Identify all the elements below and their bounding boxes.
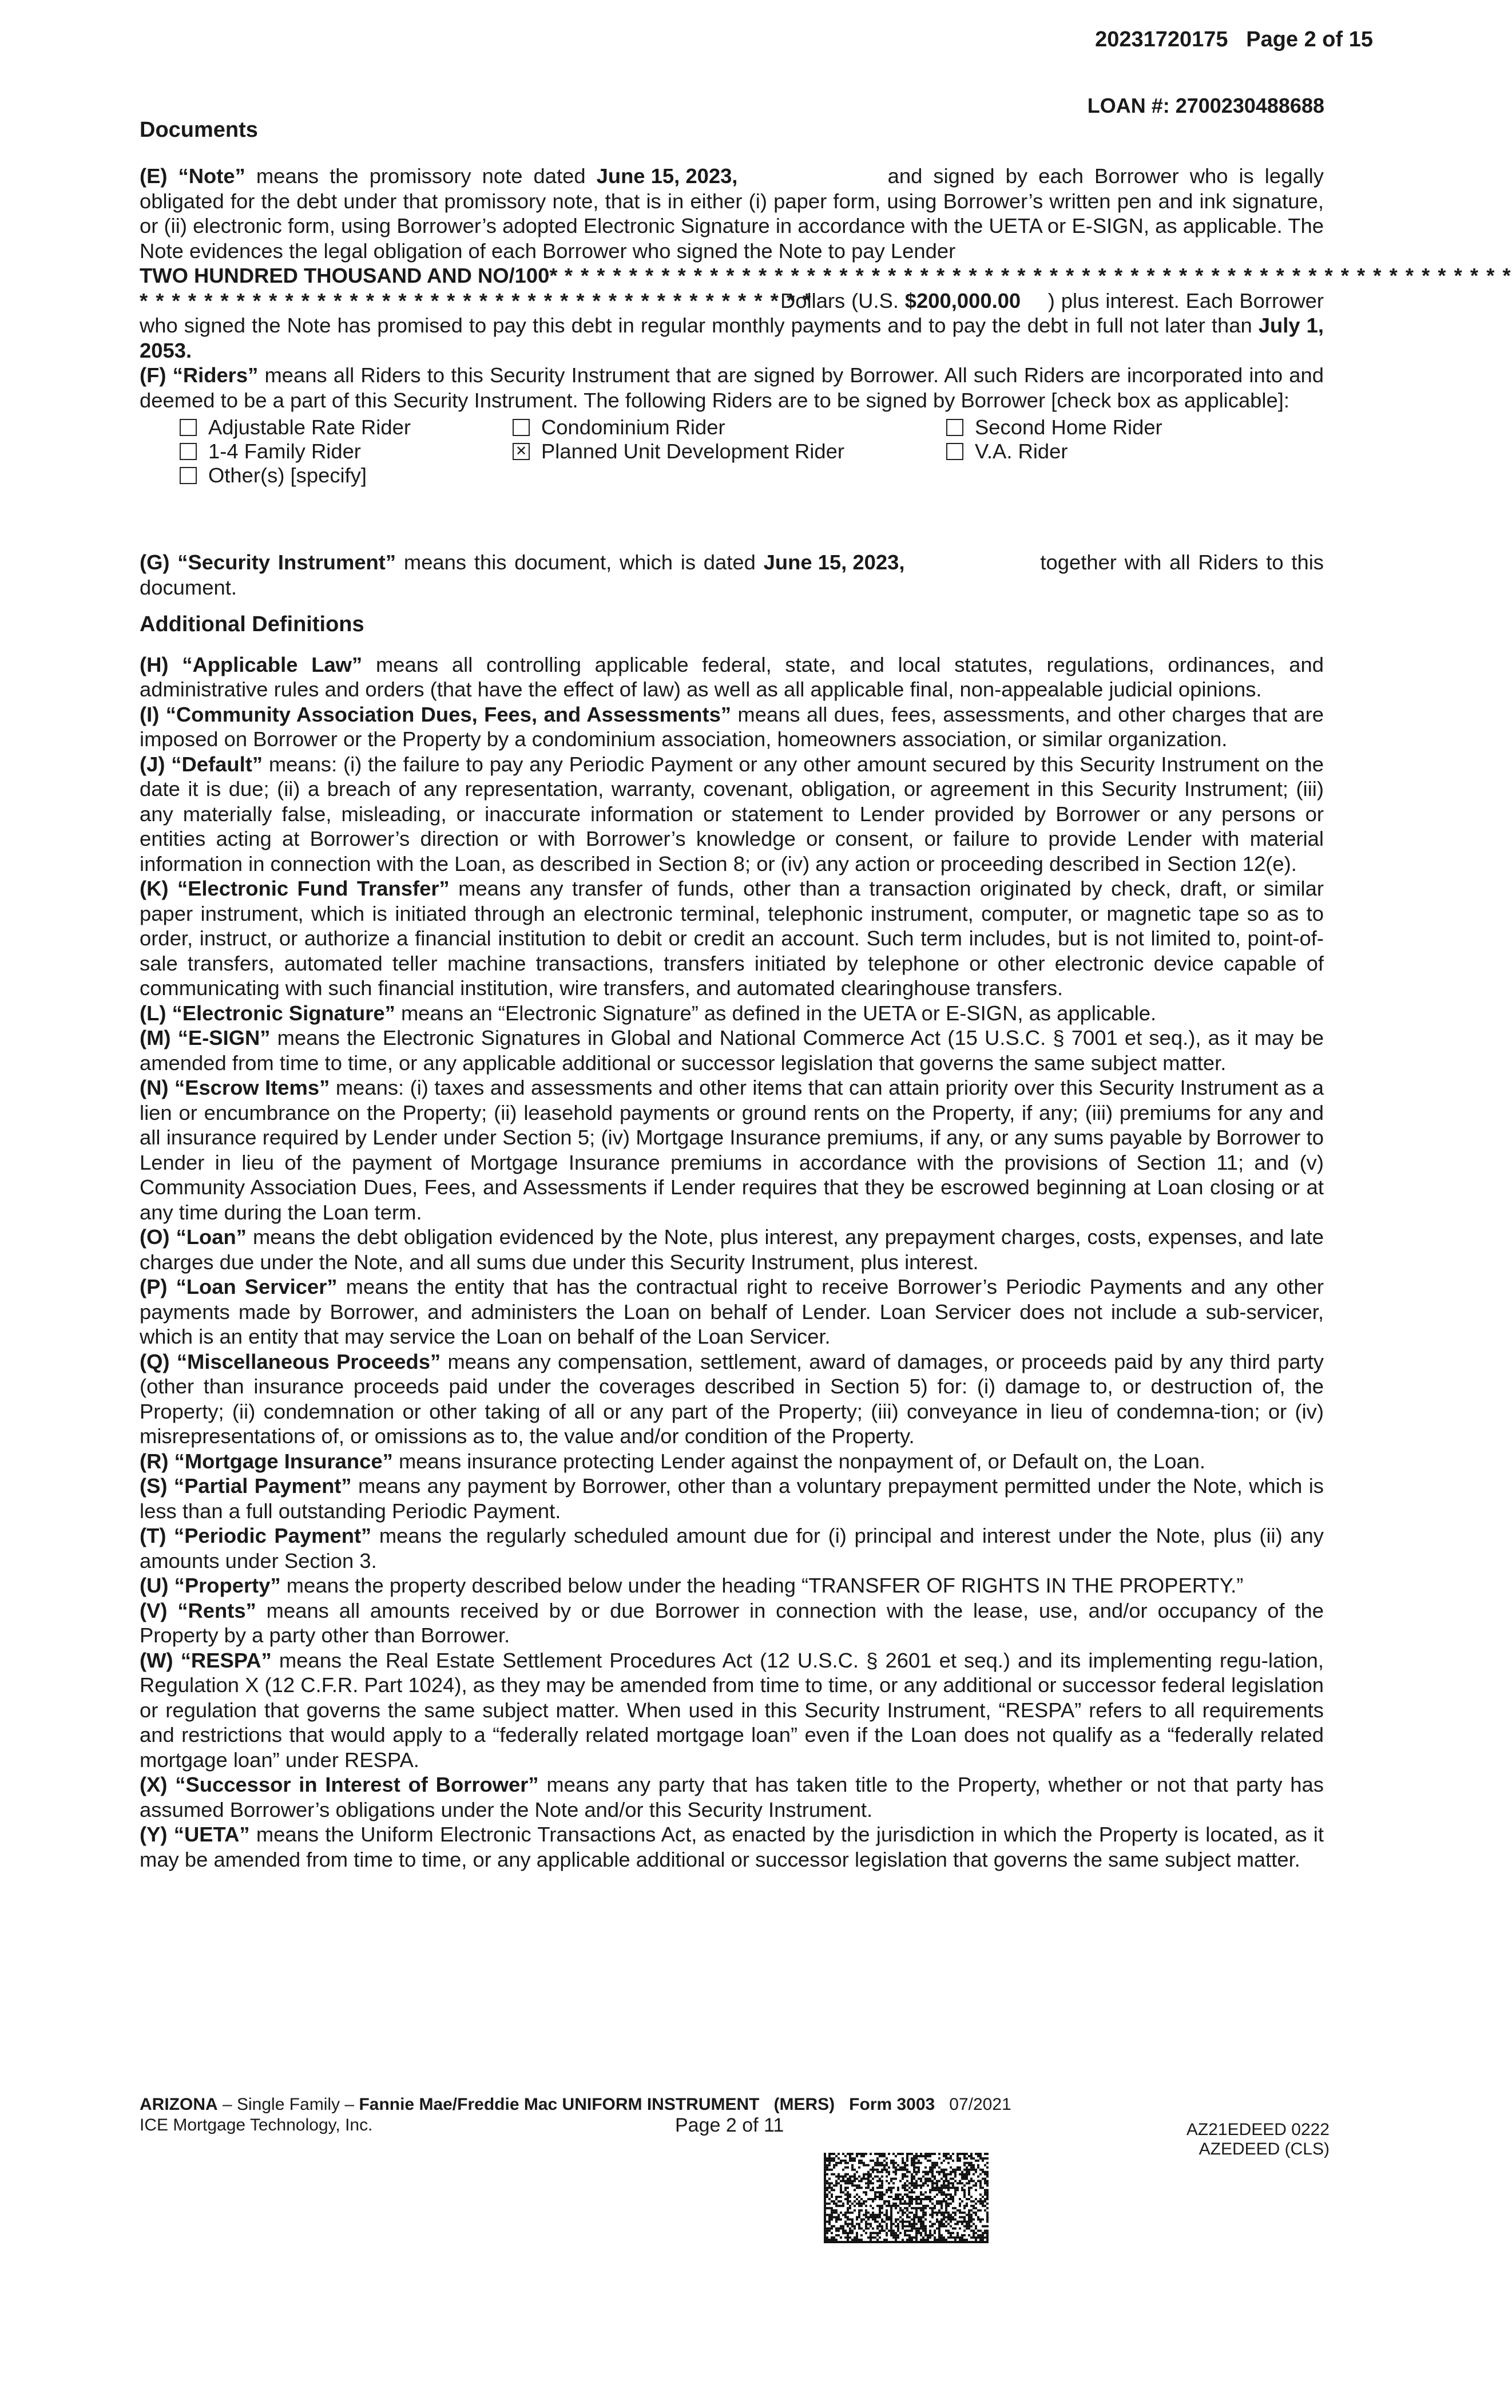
term-label: (N) “Escrow Items”	[140, 1076, 330, 1099]
page-footer: ARIZONA – Single Family – Fannie Mae/Freddie Mac UNIFORM INSTRUMENT (MERS) Form 3003 07/2021 ICE Mortgage Technology, Inc. Page 2 of 11 AZ21EDEED 0222 AZEDEED (CLS)	[140, 2095, 1330, 2159]
footer-form-date: 07/2021	[949, 2095, 1011, 2114]
footer-form-code-2: AZEDEED (CLS)	[1199, 2140, 1330, 2159]
page-indicator: Page 2 of 15	[1246, 27, 1373, 52]
definition-item	[140, 1648, 1324, 1773]
checkbox[interactable]	[513, 419, 530, 436]
checkbox[interactable]	[946, 419, 963, 436]
term-text: means all controlling applicable federal, state, and local statutes, regulations, ordinances, and administrative rules and orders (that have the effect of law) as well as all applicable final, non-appealable judicial opinions.	[140, 652, 1324, 701]
term-label: (O) “Loan”	[140, 1225, 247, 1249]
footer-form-code: AZ21EDEED 0222	[1186, 2120, 1330, 2139]
section-title-documents: Documents	[140, 118, 258, 142]
term-label: (W) “RESPA”	[140, 1648, 272, 1672]
checkbox[interactable]	[180, 419, 197, 436]
stars-line: * * * * * * * * * * * * * * * * * * * * * * * * * * * * * * * * * * * * * * * * * *	[140, 288, 812, 312]
term-text: means: (i) taxes and assessments and other items that can attain priority over this Security Instrument as a lien or encumbrance on the Property; (ii) leasehold payments or ground rents on the Property, if any; (iii) premiums for any and all insurance required by Lender under Section 5; (iv) Mortgage Insurance premiums, if any, or any sums payable by Borrower to Lender in lieu of the payment of Mortgage Insurance premiums in accordance with the provisions of Section 11; and (v) Community Association Dues, Fees, and Assessments if Lender requires that they be escrowed beginning at Loan closing or at any time during the Loan term.	[140, 1076, 1324, 1224]
note-date: June 15, 2023,	[596, 164, 738, 188]
term-text: means the Electronic Signatures in Global and National Commerce Act (15 U.S.C. § 7001 et seq.), as it may be amended from time to time, or any applicable additional or successor legislation that governs the same subject matter.	[140, 1026, 1324, 1075]
term-label: (I) “Community Association Dues, Fees, and Assessments”	[140, 702, 732, 726]
footer-state: ARIZONA	[140, 2095, 218, 2114]
section-title-additional-definitions: Additional Definitions	[140, 612, 364, 636]
term-text: means the Uniform Electronic Transactions Act, as enacted by the jurisdiction in which the Property is located, as it may be amended from time to time, or any applicable additional or successor legislation that governs the same subject matter.	[140, 1823, 1324, 1871]
term-text: means any compensation, settlement, award of damages, or proceeds paid by any third party (other than insurance proceeds paid under the coverages described in Section 5) for: (i) damage to, or destruction of, the Property; (ii) condemnation or other taking of all or any part of the Property; (iii) conveyance in lieu of condemna-tion; or (iv) misrepresentations of, or omissions as to, the value and/or condition of the Property.	[140, 1349, 1324, 1448]
checkbox[interactable]	[180, 467, 197, 484]
term-text: means insurance protecting Lender against the nonpayment of, or Default on, the Loan.	[398, 1449, 1205, 1473]
definition-item	[140, 1075, 1324, 1225]
term-text: means the entity that has the contractual right to receive Borrower’s Periodic Payments and any other payments made by Borrower, and administers the Loan on behalf of Lender. Loan Servicer does not include a sub-servicer, which is an entity that may service the Loan on behalf of the Loan Servicer.	[140, 1275, 1324, 1348]
security-date: June 15, 2023,	[763, 550, 905, 574]
term-label: (R) “Mortgage Insurance”	[140, 1449, 393, 1473]
note-amount: $200,000.00	[904, 288, 1021, 312]
definition-item	[140, 876, 1324, 1001]
definition-item	[140, 1449, 1324, 1474]
term-label: (X) “Successor in Interest of Borrower”	[140, 1773, 539, 1796]
rider-option-adjustable-rate[interactable]: Adjustable Rate Rider	[180, 415, 411, 440]
checkbox[interactable]	[180, 443, 197, 460]
amount-words-line: TWO HUNDRED THOUSAND AND NO/100* * * * * * * * * * * * * * * * * * * * * * * * * * * * * * * * * * * * * * * * * * * * * * * * * * * * * * * * * * * *	[140, 264, 1512, 287]
rider-option-va[interactable]: V.A. Rider	[946, 439, 1068, 464]
checkbox[interactable]	[946, 443, 963, 460]
definition-item	[140, 702, 1324, 752]
barcode-image	[824, 2153, 989, 2243]
definition-riders: (F) “Riders” means all Riders to this Security Instrument that are signed by Borrower. All such Riders are incorporated into and deemed to be a part of this Security Instrument. The following Riders are to be signed by Borrower [check box as applicable]:	[140, 363, 1324, 412]
term-text: means any payment by Borrower, other than a voluntary prepayment permitted under the Note, which is less than a full outstanding Periodic Payment.	[140, 1474, 1324, 1523]
footer-form: Fannie Mae/Freddie Mac UNIFORM INSTRUMENT (MERS) Form 3003	[359, 2095, 935, 2114]
definition-item	[140, 1822, 1324, 1872]
term-label: (Y) “UETA”	[140, 1823, 250, 1846]
term-label: (E) “Note”	[140, 164, 245, 188]
term-text: means an “Electronic Signature” as defined in the UETA or E-SIGN, as applicable.	[400, 1001, 1157, 1025]
rider-option-planned-unit-development[interactable]: ✕ Planned Unit Development Rider	[513, 439, 844, 464]
definition-item	[140, 1225, 1324, 1274]
definition-item	[140, 1025, 1324, 1075]
term-text: means the regularly scheduled amount due for (i) principal and interest under the Note, plus (ii) any amounts under Section 3.	[140, 1524, 1324, 1573]
maturity-date: July 1, 2053.	[140, 314, 1324, 362]
term-label: (T) “Periodic Payment”	[140, 1524, 372, 1547]
footer-page: Page 2 of 11	[675, 2114, 784, 2136]
rider-option-second-home[interactable]: Second Home Rider	[946, 415, 1162, 440]
term-text: means the property described below under the heading “TRANSFER OF RIGHTS IN THE PROPERTY.”	[286, 1574, 1244, 1597]
definition-item	[140, 1001, 1324, 1026]
loan-number: LOAN #: 2700230488688	[1087, 94, 1324, 117]
term-text: means the Real Estate Settlement Procedures Act (12 U.S.C. § 2601 et seq.) and its implementing regu-lation, Regulation X (12 C.F.R. Part 1024), as they may be amended from time to time, or any additional or successor federal legislation or regulation that governs the same subject matter. When used in this Security Instrument, “RESPA” refers to all requirements and restrictions that would apply to a “federally related mortgage loan” even if the Loan does not qualify as a “federally related mortgage loan” under RESPA.	[140, 1648, 1324, 1772]
term-text: means all dues, fees, assessments, and other charges that are imposed on Borrower or the Property by a condominium association, homeowners association, or similar organization.	[140, 702, 1324, 751]
definitions-list	[140, 652, 1324, 1872]
term-label: (U) “Property”	[140, 1574, 281, 1597]
definition-item	[140, 1274, 1324, 1349]
definition-item	[140, 652, 1324, 702]
definition-item	[140, 752, 1324, 877]
term-label: (Q) “Miscellaneous Proceeds”	[140, 1349, 441, 1373]
definition-item	[140, 1474, 1324, 1523]
term-label: (J) “Default”	[140, 752, 263, 776]
rider-option-others[interactable]: Other(s) [specify]	[180, 463, 367, 488]
definition-item	[140, 1772, 1324, 1822]
rider-option-1-4-family[interactable]: 1-4 Family Rider	[180, 439, 361, 464]
footer-company: ICE Mortgage Technology, Inc.	[140, 2116, 373, 2134]
term-label: (K) “Electronic Fund Transfer”	[140, 877, 450, 900]
rider-option-condominium[interactable]: Condominium Rider	[513, 415, 725, 440]
riders-checkbox-grid	[140, 415, 1324, 487]
definition-item	[140, 1523, 1324, 1573]
checkbox-checked[interactable]: ✕	[513, 443, 530, 460]
term-text: means: (i) the failure to pay any Periodic Payment or any other amount secured by this Security Instrument on the date it is due; (ii) a breach of any representation, warranty, covenant, obligation, or agreement in this Security Instrument; (iii) any materially false, misleading, or inaccurate information or statement to Lender provided by Borrower or any persons or entities acting at Borrower’s direction or with Borrower’s knowledge or consent, or failure to provide Lender with material information in connection with the Loan, as described in Section 8; or (iv) any action or proceeding described in Section 12(e).	[140, 752, 1324, 876]
definition-item	[140, 1573, 1324, 1598]
term-text: means all amounts received by or due Borrower in connection with the lease, use, and/or occupancy of the Property by a party other than Borrower.	[140, 1598, 1324, 1647]
term-label: (L) “Electronic Signature”	[140, 1001, 395, 1025]
definition-item	[140, 1598, 1324, 1648]
term-label: (V) “Rents”	[140, 1598, 256, 1622]
definition-note: (E) “Note” means the promissory note dated June 15, 2023, and signed by each Borrower who is legally obligated for the debt under that promissory note, that is in either (i) paper form, using Borrower’s written pen and ink signature, or (ii) electronic form, using Borrower’s adopted Electronic Signature in accordance with the UETA or E-SIGN, as applicable. The Note evidences the legal obligation of each Borrower who signed the Note to pay Lender TWO HUNDRED THOUSAND AND NO/100* * * * * * * * * * * * * * * * * * * * * * * * * * * * * * * * * * * * * * * * * * * * * * * * * * * * * * * * * * * * * * * * * * * * * * * * * * * * * * * * * * * * * * * * * * * * * * * * * * * * * * Dollars (U.S. $200,000.00 ) plus interest. Each Borrower who signed the Note has promised to pay this debt in regular monthly payments and to pay the debt in full not later than July 1, 2053.	[140, 164, 1512, 362]
term-label: (P) “Loan Servicer”	[140, 1275, 338, 1298]
term-label: (H) “Applicable Law”	[140, 652, 363, 676]
definition-security-instrument: (G) “Security Instrument” means this document, which is dated June 15, 2023, together with all Riders to this document.	[140, 550, 1324, 599]
definition-item	[140, 1349, 1324, 1449]
term-text: means any party that has taken title to the Property, whether or not that party has assumed Borrower’s obligations under the Note and/or this Security Instrument.	[140, 1773, 1324, 1821]
term-text: means any transfer of funds, other than a transaction originated by check, draft, or similar paper instrument, which is initiated through an electronic terminal, telephonic instrument, computer, or magnetic tape so as to order, instruct, or authorize a financial institution to debit or credit an account. Such term includes, but is not limited to, point-of-sale transfers, automated teller machine transactions, transfers initiated by telephone or other electronic device capable of communicating with such financial institution, wire transfers, and automated clearinghouse transfers.	[140, 877, 1324, 1000]
page-header	[1095, 27, 1373, 52]
term-text: means the debt obligation evidenced by the Note, plus interest, any prepayment charges, costs, expenses, and late charges due under the Note, and all sums due under this Security Instrument, plus interest.	[140, 1225, 1324, 1274]
term-label: (M) “E-SIGN”	[140, 1026, 271, 1049]
document-body	[140, 164, 1512, 1872]
term-label: (F) “Riders”	[140, 363, 259, 387]
term-label: (S) “Partial Payment”	[140, 1474, 352, 1498]
term-label: (G) “Security Instrument”	[140, 550, 396, 574]
document-number: 20231720175	[1095, 27, 1228, 52]
